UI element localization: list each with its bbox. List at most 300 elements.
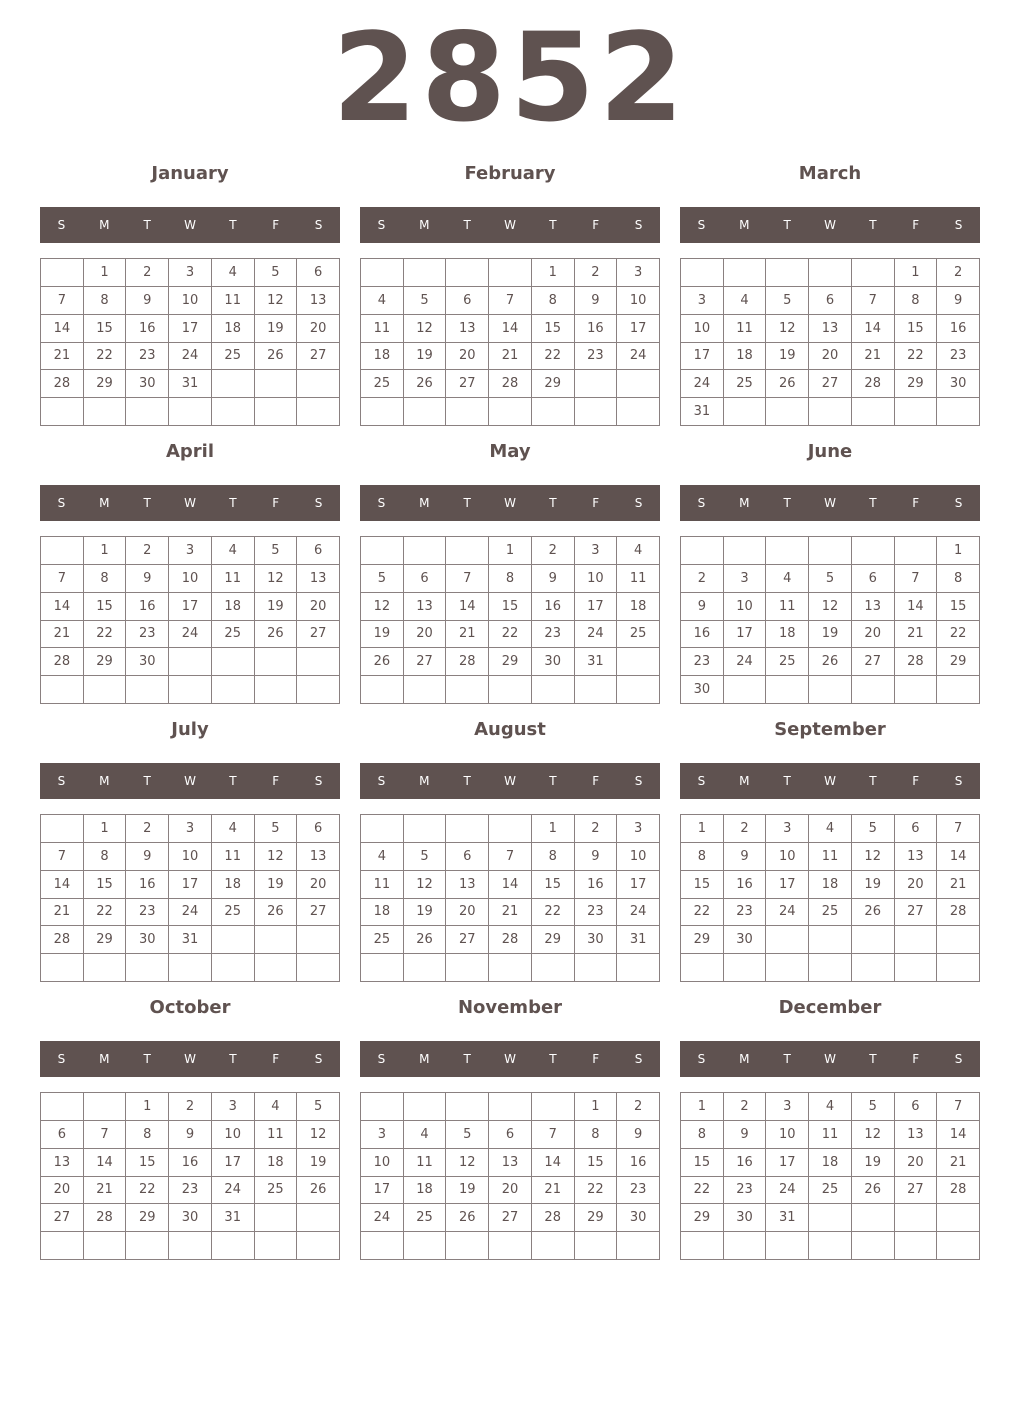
day-cell: 11	[361, 315, 404, 343]
empty-cell	[212, 398, 255, 426]
empty-cell	[361, 1093, 404, 1121]
weekday-label: M	[99, 774, 110, 788]
day-cell: 13	[489, 1149, 532, 1177]
day-cell: 4	[212, 815, 255, 843]
day-cell: 24	[212, 1177, 255, 1205]
empty-cell	[297, 676, 340, 704]
day-cell: 2	[126, 815, 169, 843]
empty-cell	[681, 954, 724, 982]
empty-cell	[212, 926, 255, 954]
empty-cell	[809, 954, 852, 982]
day-cell: 13	[297, 287, 340, 315]
empty-cell	[361, 398, 404, 426]
weekday-label: T	[229, 496, 237, 510]
day-cell: 2	[724, 815, 767, 843]
day-cell: 14	[895, 593, 938, 621]
day-cell: 15	[532, 871, 575, 899]
weekday-label: M	[419, 1052, 430, 1066]
day-cell: 30	[724, 1204, 767, 1232]
day-cell: 18	[361, 899, 404, 927]
empty-cell	[84, 1093, 127, 1121]
day-cell: 3	[169, 815, 212, 843]
day-cell: 16	[169, 1149, 212, 1177]
day-cell: 26	[255, 621, 298, 649]
day-cell: 13	[809, 315, 852, 343]
day-cell: 9	[126, 565, 169, 593]
empty-cell	[575, 370, 618, 398]
day-cell: 31	[169, 370, 212, 398]
day-cell: 19	[446, 1177, 489, 1205]
weekday-label: T	[143, 774, 151, 788]
day-cell: 10	[575, 565, 618, 593]
empty-cell	[126, 954, 169, 982]
empty-cell	[255, 398, 298, 426]
empty-cell	[361, 815, 404, 843]
day-cell: 30	[617, 1204, 660, 1232]
day-cell: 9	[724, 1121, 767, 1149]
month-name: January	[151, 163, 229, 184]
day-cell: 25	[212, 899, 255, 927]
day-cell: 26	[404, 370, 447, 398]
day-cell: 28	[84, 1204, 127, 1232]
empty-cell	[297, 954, 340, 982]
day-cell: 12	[852, 1121, 895, 1149]
day-cell: 24	[617, 899, 660, 927]
month-name: June	[807, 441, 853, 462]
empty-cell	[361, 259, 404, 287]
day-cell: 12	[361, 593, 404, 621]
day-cell: 26	[255, 343, 298, 371]
empty-cell	[169, 676, 212, 704]
empty-cell	[361, 1232, 404, 1260]
day-cell: 23	[681, 648, 724, 676]
day-cell: 25	[212, 343, 255, 371]
day-cell: 26	[255, 899, 298, 927]
empty-cell	[361, 537, 404, 565]
empty-cell	[169, 648, 212, 676]
day-cell: 13	[446, 315, 489, 343]
day-cell: 18	[212, 315, 255, 343]
weekday-label: T	[783, 496, 791, 510]
empty-cell	[84, 676, 127, 704]
day-cell: 22	[681, 1177, 724, 1205]
month-name: December	[778, 997, 882, 1018]
empty-cell	[404, 1232, 447, 1260]
weekday-label: M	[419, 218, 430, 232]
day-cell: 23	[532, 621, 575, 649]
day-cell: 20	[446, 343, 489, 371]
month-march	[680, 159, 980, 429]
day-cell: 20	[852, 621, 895, 649]
day-cell: 13	[895, 843, 938, 871]
day-cell: 10	[766, 1121, 809, 1149]
empty-cell	[255, 1232, 298, 1260]
day-cell: 7	[895, 565, 938, 593]
month-name: May	[489, 441, 531, 462]
weekday-label: F	[592, 218, 600, 232]
day-cell: 13	[41, 1149, 84, 1177]
empty-cell	[212, 676, 255, 704]
weekday-label: W	[184, 496, 196, 510]
day-cell: 7	[532, 1121, 575, 1149]
month-february	[360, 159, 660, 429]
weekday-header	[40, 485, 340, 521]
day-cell: 1	[84, 815, 127, 843]
weekday-label: F	[272, 1052, 280, 1066]
day-cell: 19	[852, 1149, 895, 1177]
day-cell: 9	[532, 565, 575, 593]
day-cell: 13	[852, 593, 895, 621]
day-cell: 11	[724, 315, 767, 343]
empty-cell	[617, 370, 660, 398]
day-cell: 21	[41, 343, 84, 371]
empty-cell	[489, 1093, 532, 1121]
day-cell: 27	[895, 1177, 938, 1205]
day-cell: 26	[446, 1204, 489, 1232]
day-cell: 2	[126, 259, 169, 287]
weekday-label: S	[377, 218, 386, 232]
day-cell: 29	[532, 370, 575, 398]
weekday-label: T	[869, 496, 877, 510]
day-cell: 14	[41, 871, 84, 899]
day-cell: 18	[766, 621, 809, 649]
weekday-label: T	[143, 1052, 151, 1066]
empty-cell	[852, 1232, 895, 1260]
day-cell: 12	[766, 315, 809, 343]
day-cell: 17	[766, 1149, 809, 1177]
weekday-label: F	[912, 774, 920, 788]
empty-cell	[532, 398, 575, 426]
day-cell: 3	[575, 537, 618, 565]
day-cell: 2	[169, 1093, 212, 1121]
day-cell: 24	[766, 899, 809, 927]
day-cell: 12	[446, 1149, 489, 1177]
day-cell: 15	[84, 315, 127, 343]
day-cell: 5	[255, 537, 298, 565]
weekday-label: T	[229, 1052, 237, 1066]
empty-cell	[852, 537, 895, 565]
day-cell: 16	[126, 871, 169, 899]
weekday-label: S	[314, 218, 323, 232]
day-cell: 20	[446, 899, 489, 927]
empty-cell	[937, 1204, 980, 1232]
weekday-header	[360, 485, 660, 521]
weekday-label: T	[549, 496, 557, 510]
day-cell: 25	[361, 926, 404, 954]
day-grid	[40, 1092, 340, 1260]
day-cell: 14	[41, 593, 84, 621]
day-cell: 28	[41, 926, 84, 954]
day-cell: 27	[446, 370, 489, 398]
day-cell: 20	[297, 593, 340, 621]
empty-cell	[169, 954, 212, 982]
day-cell: 9	[169, 1121, 212, 1149]
empty-cell	[766, 676, 809, 704]
day-cell: 12	[255, 843, 298, 871]
day-cell: 30	[126, 370, 169, 398]
month-name: August	[474, 719, 546, 740]
weekday-label: T	[869, 218, 877, 232]
weekday-label: T	[549, 774, 557, 788]
day-cell: 5	[852, 815, 895, 843]
day-cell: 7	[489, 843, 532, 871]
day-cell: 3	[361, 1121, 404, 1149]
day-cell: 29	[84, 926, 127, 954]
weekday-label: S	[377, 496, 386, 510]
day-cell: 1	[681, 815, 724, 843]
day-cell: 31	[681, 398, 724, 426]
weekday-label: S	[697, 1052, 706, 1066]
day-cell: 9	[575, 843, 618, 871]
day-cell: 28	[41, 370, 84, 398]
weekday-label: T	[783, 1052, 791, 1066]
day-cell: 11	[617, 565, 660, 593]
day-cell: 11	[361, 871, 404, 899]
day-cell: 27	[297, 899, 340, 927]
empty-cell	[617, 648, 660, 676]
day-cell: 30	[724, 926, 767, 954]
day-cell: 20	[404, 621, 447, 649]
day-cell: 13	[895, 1121, 938, 1149]
day-grid	[680, 814, 980, 982]
weekday-label: F	[272, 218, 280, 232]
day-cell: 8	[84, 565, 127, 593]
day-cell: 5	[852, 1093, 895, 1121]
day-cell: 15	[84, 593, 127, 621]
day-cell: 28	[532, 1204, 575, 1232]
day-cell: 6	[446, 843, 489, 871]
day-cell: 23	[575, 899, 618, 927]
day-cell: 17	[617, 315, 660, 343]
day-cell: 15	[937, 593, 980, 621]
weekday-header	[680, 485, 980, 521]
empty-cell	[809, 676, 852, 704]
day-cell: 15	[681, 1149, 724, 1177]
empty-cell	[766, 537, 809, 565]
month-december	[680, 993, 980, 1263]
day-cell: 24	[361, 1204, 404, 1232]
day-grid	[360, 1092, 660, 1260]
day-cell: 23	[937, 343, 980, 371]
day-cell: 19	[255, 593, 298, 621]
day-cell: 19	[255, 315, 298, 343]
day-cell: 8	[126, 1121, 169, 1149]
empty-cell	[766, 954, 809, 982]
day-cell: 9	[681, 593, 724, 621]
weekday-header	[360, 207, 660, 243]
day-cell: 20	[297, 315, 340, 343]
day-cell: 4	[361, 287, 404, 315]
day-cell: 30	[681, 676, 724, 704]
day-cell: 29	[84, 370, 127, 398]
day-cell: 3	[212, 1093, 255, 1121]
day-cell: 25	[361, 370, 404, 398]
day-cell: 18	[361, 343, 404, 371]
day-cell: 12	[404, 871, 447, 899]
day-cell: 1	[126, 1093, 169, 1121]
empty-cell	[852, 954, 895, 982]
weekday-label: S	[954, 218, 963, 232]
day-cell: 29	[126, 1204, 169, 1232]
day-cell: 9	[126, 843, 169, 871]
day-cell: 10	[169, 287, 212, 315]
weekday-label: T	[463, 1052, 471, 1066]
empty-cell	[489, 954, 532, 982]
empty-cell	[446, 954, 489, 982]
day-cell: 31	[169, 926, 212, 954]
day-cell: 21	[41, 899, 84, 927]
day-cell: 24	[575, 621, 618, 649]
day-cell: 19	[852, 871, 895, 899]
day-cell: 22	[681, 899, 724, 927]
day-cell: 5	[809, 565, 852, 593]
day-cell: 17	[617, 871, 660, 899]
day-cell: 17	[766, 871, 809, 899]
empty-cell	[446, 1093, 489, 1121]
weekday-label: S	[634, 1052, 643, 1066]
day-cell: 6	[895, 1093, 938, 1121]
day-cell: 24	[169, 343, 212, 371]
weekday-label: F	[592, 1052, 600, 1066]
empty-cell	[297, 648, 340, 676]
day-grid	[360, 258, 660, 426]
day-cell: 25	[404, 1204, 447, 1232]
weekday-label: S	[57, 496, 66, 510]
day-cell: 11	[212, 565, 255, 593]
day-cell: 12	[255, 565, 298, 593]
day-cell: 25	[617, 621, 660, 649]
day-cell: 18	[212, 871, 255, 899]
empty-cell	[297, 1232, 340, 1260]
day-cell: 1	[937, 537, 980, 565]
day-cell: 6	[297, 259, 340, 287]
day-cell: 16	[681, 621, 724, 649]
weekday-label: T	[869, 774, 877, 788]
empty-cell	[212, 954, 255, 982]
day-cell: 7	[489, 287, 532, 315]
empty-cell	[255, 1204, 298, 1232]
day-cell: 10	[361, 1149, 404, 1177]
day-cell: 30	[532, 648, 575, 676]
month-august	[360, 715, 660, 985]
weekday-label: T	[463, 218, 471, 232]
weekday-label: S	[314, 1052, 323, 1066]
day-cell: 20	[895, 871, 938, 899]
weekday-label: M	[419, 496, 430, 510]
weekday-label: S	[314, 774, 323, 788]
day-cell: 11	[809, 843, 852, 871]
day-cell: 5	[255, 815, 298, 843]
day-cell: 16	[575, 871, 618, 899]
empty-cell	[255, 648, 298, 676]
empty-cell	[41, 1093, 84, 1121]
day-cell: 23	[617, 1177, 660, 1205]
weekday-label: M	[739, 774, 750, 788]
day-cell: 5	[404, 287, 447, 315]
day-cell: 14	[489, 871, 532, 899]
weekday-label: W	[504, 496, 516, 510]
day-cell: 14	[852, 315, 895, 343]
day-cell: 29	[681, 1204, 724, 1232]
empty-cell	[937, 1232, 980, 1260]
day-cell: 27	[852, 648, 895, 676]
empty-cell	[766, 398, 809, 426]
day-cell: 18	[809, 871, 852, 899]
weekday-label: T	[463, 496, 471, 510]
day-cell: 14	[489, 315, 532, 343]
empty-cell	[489, 259, 532, 287]
weekday-label: F	[912, 496, 920, 510]
day-cell: 22	[532, 899, 575, 927]
weekday-label: M	[99, 218, 110, 232]
empty-cell	[84, 398, 127, 426]
day-cell: 26	[809, 648, 852, 676]
day-cell: 18	[617, 593, 660, 621]
day-cell: 29	[532, 926, 575, 954]
day-cell: 16	[126, 315, 169, 343]
day-cell: 16	[724, 871, 767, 899]
day-cell: 3	[766, 815, 809, 843]
empty-cell	[852, 1204, 895, 1232]
day-cell: 28	[937, 899, 980, 927]
day-cell: 10	[169, 843, 212, 871]
empty-cell	[41, 537, 84, 565]
day-cell: 5	[361, 565, 404, 593]
month-name: November	[457, 997, 563, 1018]
day-cell: 4	[255, 1093, 298, 1121]
day-cell: 29	[575, 1204, 618, 1232]
day-cell: 17	[212, 1149, 255, 1177]
empty-cell	[404, 1093, 447, 1121]
empty-cell	[809, 1232, 852, 1260]
empty-cell	[532, 1093, 575, 1121]
weekday-label: W	[504, 774, 516, 788]
month-april	[40, 437, 340, 707]
day-cell: 20	[489, 1177, 532, 1205]
day-cell: 18	[404, 1177, 447, 1205]
day-cell: 12	[809, 593, 852, 621]
day-cell: 1	[532, 815, 575, 843]
empty-cell	[724, 1232, 767, 1260]
day-cell: 16	[126, 593, 169, 621]
day-cell: 8	[84, 287, 127, 315]
weekday-label: W	[504, 218, 516, 232]
month-june	[680, 437, 980, 707]
empty-cell	[212, 1232, 255, 1260]
empty-cell	[766, 926, 809, 954]
weekday-label: W	[184, 774, 196, 788]
weekday-label: T	[229, 774, 237, 788]
empty-cell	[404, 954, 447, 982]
day-cell: 24	[766, 1177, 809, 1205]
day-cell: 28	[937, 1177, 980, 1205]
empty-cell	[446, 1232, 489, 1260]
empty-cell	[617, 676, 660, 704]
weekday-label: S	[954, 496, 963, 510]
day-cell: 27	[41, 1204, 84, 1232]
empty-cell	[937, 926, 980, 954]
day-cell: 22	[84, 621, 127, 649]
day-grid	[40, 536, 340, 704]
weekday-label: M	[739, 496, 750, 510]
day-cell: 7	[84, 1121, 127, 1149]
weekday-label: S	[634, 496, 643, 510]
day-cell: 17	[575, 593, 618, 621]
day-cell: 1	[575, 1093, 618, 1121]
weekday-label: W	[504, 1052, 516, 1066]
day-cell: 14	[937, 1121, 980, 1149]
day-cell: 11	[255, 1121, 298, 1149]
